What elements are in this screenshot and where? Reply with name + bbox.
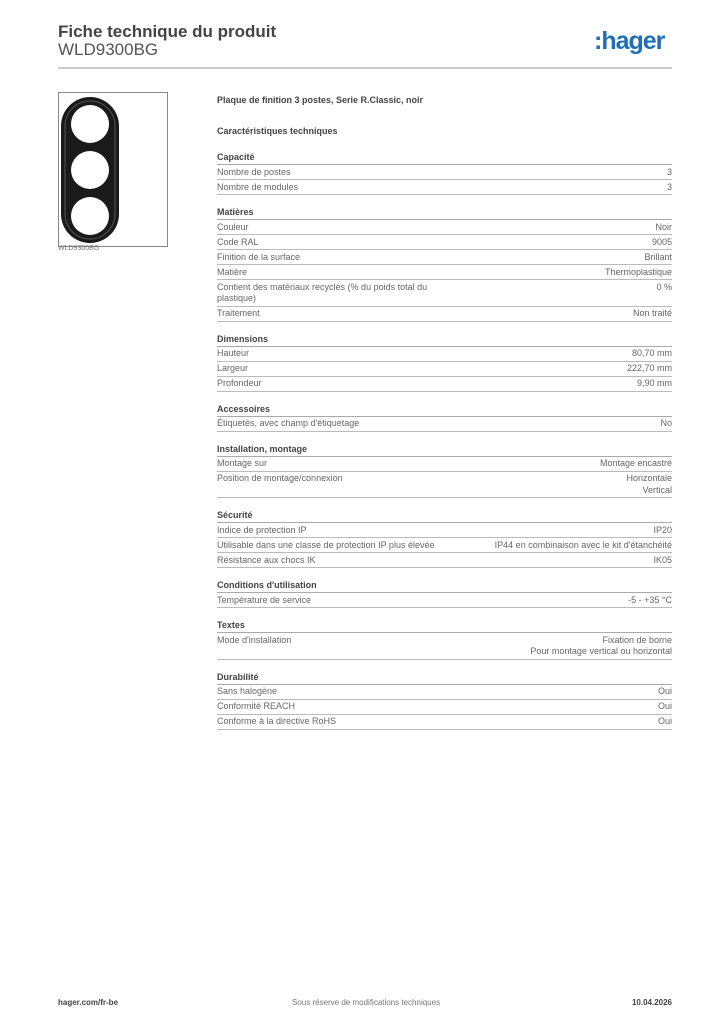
spec-row — [217, 685, 672, 700]
spec-label: Finition de la surface — [217, 251, 301, 262]
spec-value: Noir — [655, 221, 672, 232]
spec-row — [217, 715, 672, 730]
spec-row — [217, 593, 672, 608]
footer-date: 10.04.2026 — [631, 998, 672, 1007]
spec-section — [217, 670, 672, 730]
spec-value: 3 — [666, 166, 672, 177]
tech-heading: Caractéristiques techniques — [217, 126, 338, 136]
spec-label: Sans halogène — [217, 686, 278, 696]
spec-label: Étiquetés, avec champ d'étiquetage — [217, 418, 360, 428]
spec-section — [217, 442, 672, 499]
section-heading: Capacité — [217, 150, 672, 165]
image-caption: WLD9300BG — [58, 245, 100, 252]
spec-label: Conformité REACH — [217, 701, 296, 711]
spec-section — [217, 508, 672, 568]
spec-value: 9,90 mm — [636, 378, 672, 388]
spec-row — [217, 180, 672, 195]
spec-label: Nombre de modules — [217, 181, 299, 192]
section-heading: Durabilité — [217, 670, 672, 685]
spec-value: 80,70 mm — [631, 348, 672, 358]
spec-label: Couleur — [217, 221, 249, 232]
spec-value: 0 % — [656, 281, 672, 292]
spec-row — [217, 538, 672, 553]
product-reference: WLD9300BG — [58, 40, 159, 59]
spec-label: Nombre de postes — [217, 166, 291, 177]
spec-sections — [217, 150, 672, 730]
spec-value: Oui — [657, 686, 672, 696]
spec-label: Profondeur — [217, 378, 262, 388]
spec-label: Code RAL — [217, 236, 259, 247]
page-title: Fiche technique du produit — [58, 22, 277, 41]
spec-row — [217, 417, 672, 432]
spec-value: 9005 — [651, 236, 672, 247]
spec-value: Oui — [657, 701, 672, 711]
spec-row — [217, 633, 672, 660]
spec-row — [217, 235, 672, 250]
spec-row — [217, 553, 672, 568]
spec-label: Traitement — [217, 308, 260, 318]
spec-label: Montage sur — [217, 458, 268, 468]
spec-value: -5 - +35 °C — [628, 594, 672, 605]
spec-row — [217, 472, 672, 499]
spec-value: Thermoplastique — [604, 266, 672, 277]
spec-value: 222,70 mm — [626, 363, 672, 373]
spec-label: Hauteur — [217, 348, 250, 358]
section-heading: Installation, montage — [217, 442, 672, 457]
spec-label: Largeur — [217, 363, 249, 373]
spec-section — [217, 332, 672, 392]
spec-row — [217, 523, 672, 538]
spec-label: Utilisable dans une classe de protection IP plus élevée — [217, 539, 435, 550]
spec-value: Horizontale Vertical — [626, 473, 672, 495]
spec-section — [217, 205, 672, 322]
spec-section — [217, 402, 672, 432]
spec-row — [217, 165, 672, 180]
spec-value: IP20 — [653, 524, 672, 535]
spec-content — [217, 95, 672, 730]
spec-row — [217, 250, 672, 265]
spec-label: Température de service — [217, 594, 312, 605]
spec-row — [217, 220, 672, 235]
spec-value: Montage encastré — [599, 458, 672, 468]
section-heading: Dimensions — [217, 332, 672, 347]
spec-label: Mode d'installation — [217, 634, 292, 645]
spec-value: IK05 — [653, 554, 672, 565]
spec-row — [217, 307, 672, 322]
spec-value: Fixation de borne Pour montage vertical ou horizontal — [530, 634, 672, 656]
spec-row — [217, 377, 672, 392]
spec-label: Conforme à la directive RoHS — [217, 716, 337, 726]
spec-label: Position de montage/connexion — [217, 473, 343, 483]
section-heading: Accessoires — [217, 402, 672, 417]
spec-label: Résistance aux chocs IK — [217, 554, 316, 565]
product-image — [58, 92, 168, 247]
spec-value: Oui — [657, 716, 672, 726]
spec-section — [217, 578, 672, 608]
section-heading: Matières — [217, 205, 672, 220]
spec-label: Matière — [217, 266, 248, 277]
header-divider — [58, 67, 672, 69]
footer-disclaimer: Sous réserve de modifications techniques — [292, 998, 441, 1007]
spec-row — [217, 280, 672, 307]
spec-row — [217, 700, 672, 715]
spec-label: Contient des matériaux recyclés (% du poids total du plastique) — [217, 281, 428, 303]
section-heading: Textes — [217, 618, 672, 633]
spec-label: Indice de protection IP — [217, 524, 307, 535]
spec-value: Brillant — [644, 251, 672, 262]
section-heading: Sécurité — [217, 508, 672, 523]
spec-section — [217, 618, 672, 660]
spec-value: 3 — [666, 181, 672, 192]
spec-value: No — [660, 418, 672, 428]
spec-row — [217, 457, 672, 472]
footer-website-link[interactable]: hager.com/fr-be — [58, 998, 119, 1007]
spec-section — [217, 150, 672, 195]
spec-value: IP44 en combinaison avec le kit d'étanchéité — [494, 539, 672, 550]
spec-row — [217, 347, 672, 362]
section-heading: Conditions d'utilisation — [217, 578, 672, 593]
product-description: Plaque de finition 3 postes, Serie R.Classic, noir — [217, 95, 424, 105]
spec-value: Non traité — [632, 308, 672, 318]
hager-logo: :hager — [594, 27, 665, 55]
spec-row — [217, 265, 672, 280]
spec-row — [217, 362, 672, 377]
